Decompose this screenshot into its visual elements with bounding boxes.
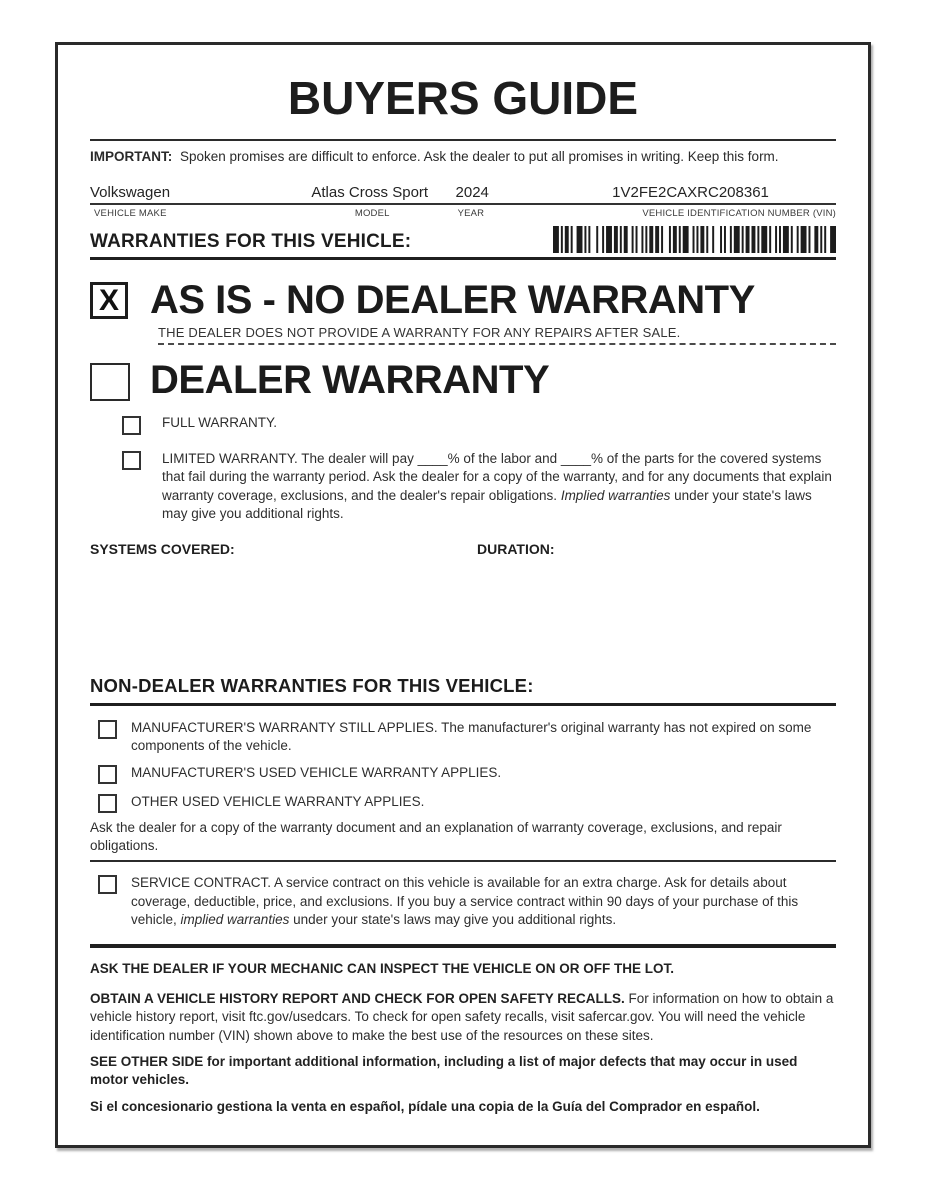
page-title: BUYERS GUIDE <box>287 72 639 124</box>
vehicle-info-captions <box>90 205 836 219</box>
vehicle-vin-caption: VEHICLE IDENTIFICATION NUMBER (VIN) <box>642 208 836 219</box>
other-used-warranty-text: OTHER USED VEHICLE WARRANTY APPLIES. <box>131 793 425 809</box>
dashed-divider <box>158 343 836 345</box>
dealer-warranty-section <box>90 360 836 401</box>
manufacturer-warranty-checkbox[interactable] <box>98 720 117 739</box>
limited-warranty-text-before: LIMITED WARRANTY. The dealer will pay ____% of the labor and ____% of the parts for the covered systems that fail during the warranty period. Ask the dealer for a copy of the warranty, and for any documents that explain warranty coverage, exclusions, and the dealer's repair obligations. <box>162 451 832 503</box>
important-label: IMPORTANT: <box>90 149 173 164</box>
service-contract-italic: implied warranties <box>180 912 290 928</box>
vehicle-history-rest: For information on how to obtain a vehicle history report, visit ftc.gov/usedcars. To check for open safety recalls, visit safercar.gov. You will need the vehicle identification number (VIN) shown above to make the best use of the resources on these sites. <box>90 990 834 1044</box>
service-contract-text <box>131 874 831 929</box>
buyers-guide-form <box>55 42 871 1148</box>
vehicle-year-value: 2024 <box>455 184 489 201</box>
dealer-warranty-title: DEALER WARRANTY <box>150 358 550 402</box>
other-used-warranty-row <box>98 793 836 813</box>
divider <box>90 703 836 706</box>
vehicle-history-bold: OBTAIN A VEHICLE HISTORY REPORT AND CHECK FOR OPEN SAFETY RECALLS. <box>90 990 625 1006</box>
vehicle-make-caption: VEHICLE MAKE <box>94 208 167 219</box>
vehicle-history-text <box>90 990 836 1046</box>
manufacturer-used-warranty-text: MANUFACTURER'S USED VEHICLE WARRANTY APPLIES. <box>131 764 502 780</box>
systems-covered-blank-area <box>90 557 836 675</box>
as-is-checkbox[interactable] <box>90 282 128 319</box>
non-dealer-heading: NON-DEALER WARRANTIES FOR THIS VEHICLE: <box>90 674 534 696</box>
divider <box>90 257 836 260</box>
as-is-title: AS IS - NO DEALER WARRANTY <box>150 278 755 322</box>
systems-duration-row <box>90 541 836 557</box>
vehicle-vin-value: 1V2FE2CAXRC208361 <box>612 184 769 201</box>
other-used-warranty-checkbox[interactable] <box>98 794 117 813</box>
limited-warranty-row <box>122 450 836 524</box>
manufacturer-used-warranty-row <box>98 764 836 784</box>
vehicle-model-value: Atlas Cross Sport <box>311 184 429 201</box>
manufacturer-warranty-row <box>98 719 836 756</box>
vehicle-model-caption: MODEL <box>354 208 390 219</box>
divider <box>90 139 836 141</box>
vin-barcode-icon <box>553 226 836 253</box>
manufacturer-warranty-text: MANUFACTURER'S WARRANTY STILL APPLIES. The manufacturer's original warranty has not expired on some components of the vehicle. <box>131 719 812 754</box>
manufacturer-used-warranty-checkbox[interactable] <box>98 765 117 784</box>
as-is-check-mark: X <box>98 283 119 317</box>
warranties-heading-row <box>90 226 836 253</box>
important-note <box>90 149 836 164</box>
service-contract-text-before: SERVICE CONTRACT. A service contract on this vehicle is available for an extra charge. Ask for details about coverage, deductible, price, and exclusions. If you buy a service contract within 90 days of your purchase of this vehicle, <box>131 875 799 928</box>
divider <box>90 944 836 948</box>
service-contract-checkbox[interactable] <box>98 875 117 894</box>
limited-warranty-checkbox[interactable] <box>122 451 141 470</box>
full-warranty-label: FULL WARRANTY. <box>162 415 278 430</box>
divider <box>90 860 836 862</box>
spanish-notice-text: Si el concesionario gestiona la venta en español, pídale una copia de la Guía del Comprador en español. <box>90 1098 760 1114</box>
warranties-heading: WARRANTIES FOR THIS VEHICLE: <box>90 231 412 252</box>
warranty-document-note: Ask the dealer for a copy of the warranty document and an explanation of warranty coverage, exclusions, and repair obligations. <box>90 819 782 854</box>
full-warranty-checkbox[interactable] <box>122 416 141 435</box>
dealer-warranty-checkbox[interactable] <box>90 363 130 401</box>
service-contract-text-after: under your state's laws may give you additional rights. <box>289 912 617 928</box>
vehicle-make-value: Volkswagen <box>90 184 171 201</box>
service-contract-row <box>98 874 836 929</box>
important-text: Spoken promises are difficult to enforce. Ask the dealer to put all promises in writing. Keep this form. <box>180 149 779 164</box>
as-is-section <box>90 280 836 320</box>
mechanic-inspect-text: ASK THE DEALER IF YOUR MECHANIC CAN INSPECT THE VEHICLE ON OR OFF THE LOT. <box>90 960 675 976</box>
vehicle-year-caption: YEAR <box>457 208 485 219</box>
duration-label: DURATION: <box>477 540 555 557</box>
vehicle-info-values <box>90 184 836 205</box>
limited-warranty-italic: Implied warranties <box>560 487 671 503</box>
full-warranty-row <box>122 415 836 435</box>
as-is-subtitle: THE DEALER DOES NOT PROVIDE A WARRANTY FOR ANY REPAIRS AFTER SALE. <box>158 325 681 340</box>
limited-warranty-text-after: under your state's laws may give you additional rights. <box>162 487 812 522</box>
limited-warranty-text <box>162 450 836 524</box>
see-other-side-text: SEE OTHER SIDE for important additional information, including a list of major defects that may occur in used motor vehicles. <box>90 1053 798 1088</box>
systems-covered-label: SYSTEMS COVERED: <box>90 540 235 557</box>
